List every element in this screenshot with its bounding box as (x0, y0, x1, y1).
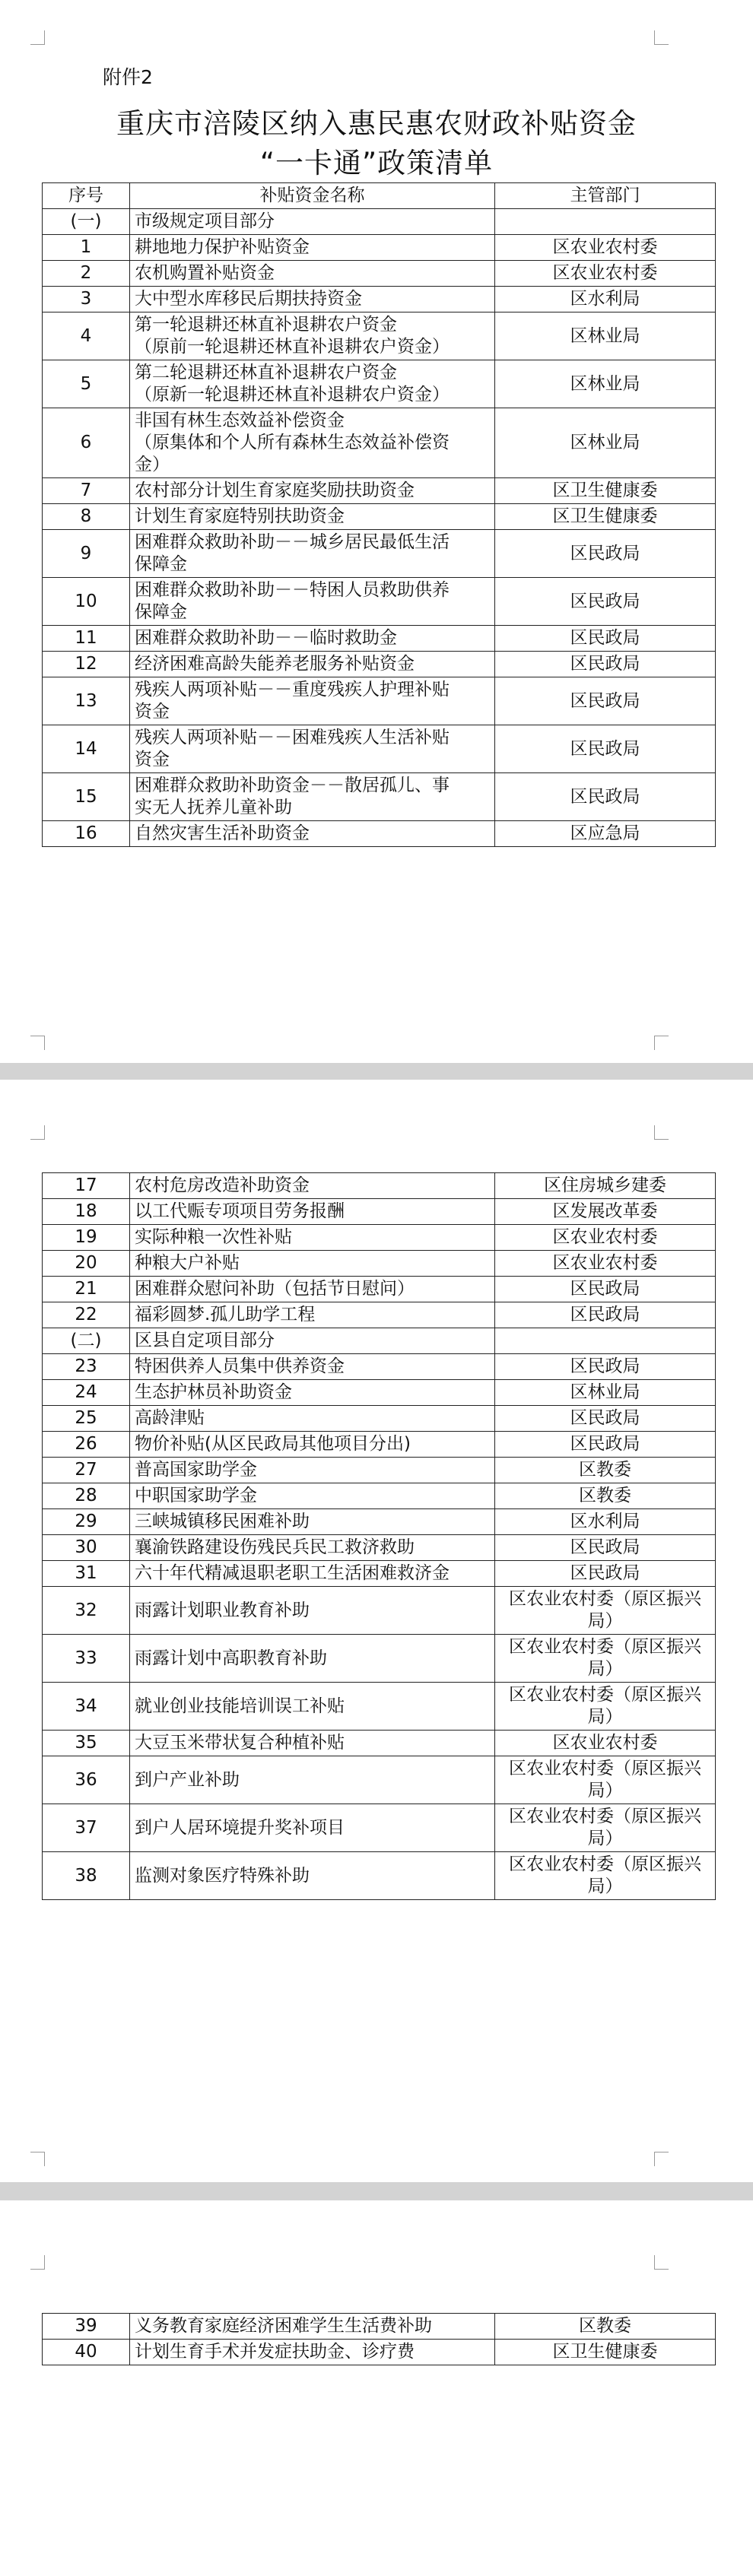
row-number: 32 (43, 1587, 130, 1635)
table-row (43, 1756, 716, 1804)
subsidy-name: 困难群众救助补助－－城乡居民最低生活 保障金 (130, 530, 495, 578)
department: 区水利局 (495, 287, 716, 312)
crop-mark (654, 1125, 669, 1140)
department: 区民政局 (495, 1354, 716, 1380)
subsidy-name: 大豆玉米带状复合种植补贴 (130, 1731, 495, 1756)
row-number: 3 (43, 287, 130, 312)
table-row (43, 235, 716, 261)
crop-mark (654, 1036, 669, 1050)
table-row (43, 1328, 716, 1354)
table-row (43, 478, 716, 504)
subsidy-name: 福彩圆梦.孤儿助学工程 (130, 1302, 495, 1328)
row-number: 6 (43, 408, 130, 478)
department: 区林业局 (495, 408, 716, 478)
row-number: 8 (43, 504, 130, 530)
subsidy-name: 中职国家助学金 (130, 1483, 495, 1509)
subsidy-name: 残疾人两项补贴－－重度残疾人护理补贴 资金 (130, 677, 495, 725)
department: 区教委 (495, 1483, 716, 1509)
subsidy-name: 特困供养人员集中供养资金 (130, 1354, 495, 1380)
department: 区民政局 (495, 1561, 716, 1587)
table-body (43, 209, 716, 847)
table-row (43, 312, 716, 360)
table-row (43, 1635, 716, 1683)
department: 区卫生健康委 (495, 478, 716, 504)
subsidy-name: 到户人居环境提升奖补项目 (130, 1804, 495, 1852)
subsidy-name: 种粮大户补贴 (130, 1251, 495, 1277)
subsidy-name: 第二轮退耕还林直补退耕农户资金 （原新一轮退耕还林直补退耕农户资金） (130, 360, 495, 408)
department: 区农业农村委 (495, 261, 716, 287)
row-number: 5 (43, 360, 130, 408)
subsidy-name: 监测对象医疗特殊补助 (130, 1852, 495, 1900)
document-title-line2: “一卡通”政策清单 (259, 147, 494, 179)
subsidy-name: 第一轮退耕还林直补退耕农户资金 （原前一轮退耕还林直补退耕农户资金） (130, 312, 495, 360)
subsidy-name: 生态护林员补助资金 (130, 1380, 495, 1406)
crop-mark (30, 2152, 45, 2166)
department: 区农业农村委（原区振兴 局） (495, 1587, 716, 1635)
department: 区民政局 (495, 1432, 716, 1458)
table-row (43, 261, 716, 287)
subsidy-name: 自然灾害生活补助资金 (130, 821, 495, 847)
department: 区民政局 (495, 652, 716, 677)
department: 区农业农村委（原区振兴 局） (495, 1756, 716, 1804)
department: 区林业局 (495, 360, 716, 408)
subsidy-name: 义务教育家庭经济困难学生生活费补助 (130, 2314, 495, 2340)
row-number: 14 (43, 725, 130, 773)
row-number: 13 (43, 677, 130, 725)
table-row (43, 626, 716, 652)
department: 区民政局 (495, 677, 716, 725)
subsidy-name: 大中型水库移民后期扶持资金 (130, 287, 495, 312)
department: 区民政局 (495, 530, 716, 578)
table-row (43, 1852, 716, 1900)
row-number: 30 (43, 1535, 130, 1561)
table-row (43, 1251, 716, 1277)
department: 区民政局 (495, 626, 716, 652)
row-number: 29 (43, 1509, 130, 1535)
department: 区应急局 (495, 821, 716, 847)
policy-table-page-1 (42, 182, 716, 847)
row-number: 19 (43, 1225, 130, 1251)
department: 区卫生健康委 (495, 504, 716, 530)
document-page-3 (0, 2200, 753, 2576)
document-page-2 (0, 1080, 753, 2182)
table-row (43, 652, 716, 677)
row-number: 21 (43, 1277, 130, 1302)
table-row (43, 725, 716, 773)
table-row (43, 2314, 716, 2340)
department: 区教委 (495, 2314, 716, 2340)
table-row (43, 1225, 716, 1251)
table-row (43, 360, 716, 408)
department: 区农业农村委（原区振兴 局） (495, 1683, 716, 1731)
row-number: 31 (43, 1561, 130, 1587)
department: 区林业局 (495, 1380, 716, 1406)
crop-mark (30, 1036, 45, 1050)
table-row (43, 1683, 716, 1731)
table-row (43, 1432, 716, 1458)
table-row (43, 408, 716, 478)
table-row (43, 1587, 716, 1635)
table-row (43, 773, 716, 821)
department: 区住房城乡建委 (495, 1173, 716, 1199)
table-row (43, 1406, 716, 1432)
subsidy-name: 经济困难高龄失能养老服务补贴资金 (130, 652, 495, 677)
subsidy-name: 困难群众救助补助－－临时救助金 (130, 626, 495, 652)
row-number: 33 (43, 1635, 130, 1683)
row-number: 4 (43, 312, 130, 360)
row-number: 26 (43, 1432, 130, 1458)
crop-mark (654, 30, 669, 45)
table-row (43, 1458, 716, 1483)
table-row (43, 504, 716, 530)
row-number: 12 (43, 652, 130, 677)
table-header-row (43, 183, 716, 209)
department: 区水利局 (495, 1509, 716, 1535)
subsidy-name: 实际种粮一次性补贴 (130, 1225, 495, 1251)
row-number: 37 (43, 1804, 130, 1852)
department: 区农业农村委 (495, 1251, 716, 1277)
policy-table-page-2 (42, 1172, 716, 1900)
subsidy-name: 残疾人两项补贴－－困难残疾人生活补贴 资金 (130, 725, 495, 773)
row-number: 16 (43, 821, 130, 847)
row-number: 22 (43, 1302, 130, 1328)
policy-table-page-3 (42, 2313, 716, 2365)
department: 区农业农村委 (495, 1225, 716, 1251)
table-row (43, 1561, 716, 1587)
row-number: 11 (43, 626, 130, 652)
subsidy-name: 物价补贴(从区民政局其他项目分出) (130, 1432, 495, 1458)
row-number: 27 (43, 1458, 130, 1483)
table-row (43, 530, 716, 578)
row-number: 9 (43, 530, 130, 578)
subsidy-name: 到户产业补助 (130, 1756, 495, 1804)
subsidy-name: 市级规定项目部分 (130, 209, 495, 235)
row-number: 1 (43, 235, 130, 261)
table-row (43, 1483, 716, 1509)
department: 区教委 (495, 1458, 716, 1483)
department: 区民政局 (495, 1535, 716, 1561)
row-number: 40 (43, 2340, 130, 2365)
department: 区农业农村委（原区振兴 局） (495, 1804, 716, 1852)
department: 区民政局 (495, 725, 716, 773)
subsidy-name: 六十年代精减退职老职工生活困难救济金 (130, 1561, 495, 1587)
subsidy-name: 区县自定项目部分 (130, 1328, 495, 1354)
subsidy-name: 就业创业技能培训误工补贴 (130, 1683, 495, 1731)
department: 区发展改革委 (495, 1199, 716, 1225)
row-number: 2 (43, 261, 130, 287)
subsidy-name: 高龄津贴 (130, 1406, 495, 1432)
department (495, 1328, 716, 1354)
table-row (43, 1173, 716, 1199)
row-number: 38 (43, 1852, 130, 1900)
department: 区民政局 (495, 578, 716, 626)
table-row (43, 821, 716, 847)
header-dept: 主管部门 (495, 183, 716, 209)
row-number: 36 (43, 1756, 130, 1804)
department: 区农业农村委（原区振兴 局） (495, 1852, 716, 1900)
table-row (43, 1354, 716, 1380)
table-row (43, 1380, 716, 1406)
row-number: 10 (43, 578, 130, 626)
table-row (43, 1509, 716, 1535)
attachment-label: 附件2 (103, 66, 153, 88)
department: 区林业局 (495, 312, 716, 360)
department: 区卫生健康委 (495, 2340, 716, 2365)
document-title-line1: 重庆市涪陵区纳入惠民惠农财政补贴资金 (116, 107, 637, 140)
table-row (43, 1804, 716, 1852)
department: 区民政局 (495, 1302, 716, 1328)
subsidy-name: 农村危房改造补助资金 (130, 1173, 495, 1199)
department: 区农业农村委 (495, 235, 716, 261)
crop-mark (30, 30, 45, 45)
row-number: 35 (43, 1731, 130, 1756)
row-number: (一) (43, 209, 130, 235)
subsidy-name: 以工代赈专项项目劳务报酬 (130, 1199, 495, 1225)
department: 区民政局 (495, 773, 716, 821)
row-number: 23 (43, 1354, 130, 1380)
subsidy-name: 困难群众慰问补助（包括节日慰问） (130, 1277, 495, 1302)
crop-mark (30, 2255, 45, 2270)
department: 区民政局 (495, 1277, 716, 1302)
row-number: 34 (43, 1683, 130, 1731)
subsidy-name: 雨露计划中高职教育补助 (130, 1635, 495, 1683)
subsidy-name: 计划生育手术并发症扶助金、诊疗费 (130, 2340, 495, 2365)
row-number: 25 (43, 1406, 130, 1432)
row-number: 15 (43, 773, 130, 821)
table-row (43, 1302, 716, 1328)
table-body (43, 2314, 716, 2365)
row-number: 7 (43, 478, 130, 504)
table-body (43, 1173, 716, 1900)
department: 区农业农村委 (495, 1731, 716, 1756)
subsidy-name: 三峡城镇移民困难补助 (130, 1509, 495, 1535)
subsidy-name: 计划生育家庭特别扶助资金 (130, 504, 495, 530)
table-row (43, 1199, 716, 1225)
row-number: 28 (43, 1483, 130, 1509)
crop-mark (30, 1125, 45, 1140)
subsidy-name: 困难群众救助补助资金－－散居孤儿、事 实无人抚养儿童补助 (130, 773, 495, 821)
row-number: 18 (43, 1199, 130, 1225)
table-row (43, 209, 716, 235)
row-number: 24 (43, 1380, 130, 1406)
subsidy-name: 非国有林生态效益补偿资金 （原集体和个人所有森林生态效益补偿资 金） (130, 408, 495, 478)
table-row (43, 287, 716, 312)
table-row (43, 1731, 716, 1756)
crop-mark (654, 2152, 669, 2166)
table-row (43, 1277, 716, 1302)
subsidy-name: 襄渝铁路建设伤残民兵民工救济救助 (130, 1535, 495, 1561)
table-row (43, 1535, 716, 1561)
row-number: 20 (43, 1251, 130, 1277)
crop-mark (654, 2255, 669, 2270)
department: 区农业农村委（原区振兴 局） (495, 1635, 716, 1683)
department: 区民政局 (495, 1406, 716, 1432)
row-number: (二) (43, 1328, 130, 1354)
row-number: 17 (43, 1173, 130, 1199)
subsidy-name: 雨露计划职业教育补助 (130, 1587, 495, 1635)
document-page-1 (0, 0, 753, 1063)
table-row (43, 2340, 716, 2365)
table-row (43, 677, 716, 725)
subsidy-name: 农村部分计划生育家庭奖励扶助资金 (130, 478, 495, 504)
subsidy-name: 农机购置补贴资金 (130, 261, 495, 287)
subsidy-name: 耕地地力保护补贴资金 (130, 235, 495, 261)
header-name: 补贴资金名称 (130, 183, 495, 209)
subsidy-name: 困难群众救助补助－－特困人员救助供养 保障金 (130, 578, 495, 626)
department (495, 209, 716, 235)
header-no: 序号 (43, 183, 130, 209)
table-row (43, 578, 716, 626)
subsidy-name: 普高国家助学金 (130, 1458, 495, 1483)
row-number: 39 (43, 2314, 130, 2340)
